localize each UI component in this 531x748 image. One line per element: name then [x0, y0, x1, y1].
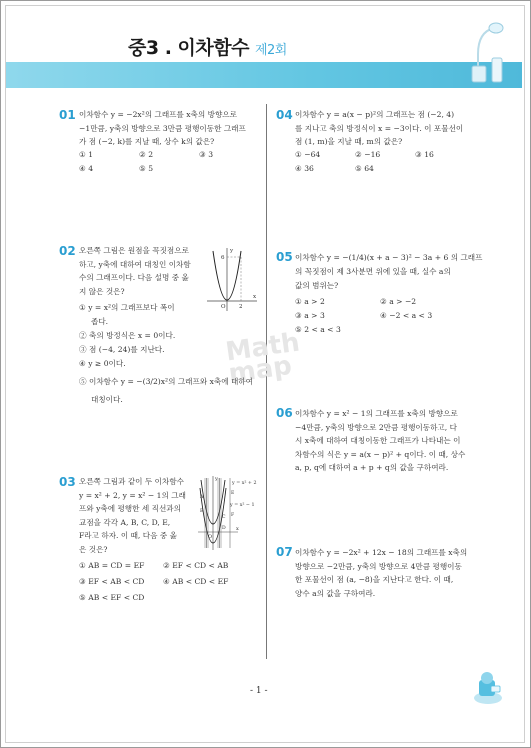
q02-option-5-cont: 대칭이다.	[91, 395, 123, 404]
question-05-line: 값의 범위는?	[295, 281, 339, 290]
watermark: Math map	[223, 327, 302, 390]
q03-parabolas-graph	[196, 474, 262, 554]
q05-option-5[interactable]: ⑤ 2 < a < 3	[295, 325, 341, 334]
q03-graph-y-label: y	[215, 476, 218, 482]
q02-option-1-cont: 좁다.	[91, 317, 109, 326]
q05-option-4[interactable]: ④ −2 < a < 3	[380, 311, 433, 320]
question-04-text	[295, 108, 505, 149]
page-number: - 1 -	[250, 686, 268, 696]
question-03-line: y = x² + 2, y = x² − 1의 그래	[79, 490, 186, 500]
q04-option-3[interactable]: ③ 16	[415, 150, 434, 159]
q03-graph-point-f: F	[231, 513, 235, 518]
question-05-line: 이차함수 y = −(1/4)(x + a − 3)² − 3a + 6 의 그래프	[295, 253, 483, 262]
q03-graph-point-e: E	[231, 491, 235, 496]
q03-option-3[interactable]: ③ EF < AB < CD	[79, 577, 145, 586]
q04-option-1[interactable]: ① −64	[295, 150, 321, 159]
q03-graph-point-a: A	[200, 495, 204, 500]
question-01-line: 가 점 (−2, k)를 지날 때, 상수 k의 값은?	[79, 137, 215, 146]
q05-option-1[interactable]: ① a > 2	[295, 297, 325, 306]
question-04-line: 점 (1, m)을 지날 때, m의 값은?	[295, 137, 403, 146]
q04-option-4[interactable]: ④ 36	[295, 164, 314, 173]
title-text: 중3 . 이차함수	[128, 37, 249, 59]
q04-option-2[interactable]: ② −16	[355, 150, 381, 159]
header-accent-strip	[6, 62, 522, 88]
question-07-line: 이차함수 y = −2x² + 12x − 18의 그래프를 x축의	[295, 548, 468, 557]
question-06-line: −4만큼, y축의 방향으로 2만큼 평행이동하고, 다	[295, 422, 457, 432]
lamp-illustration-icon	[468, 14, 508, 84]
question-02-line: 수의 그래프이다. 다음 설명 중 옳	[79, 273, 189, 282]
q02-parabola-graph	[205, 245, 260, 313]
q04-option-5[interactable]: ⑤ 64	[355, 164, 374, 173]
q01-option-2[interactable]: ② 2	[139, 150, 154, 159]
q02-option-4[interactable]: ④ y ≥ 0이다.	[79, 359, 126, 368]
q01-option-5[interactable]: ⑤ 5	[139, 164, 154, 173]
question-06-text	[295, 407, 505, 475]
question-03-line: 교점을 각각 A, B, C, D, E,	[79, 517, 171, 527]
q03-graph-f2-label: y = x² − 1	[230, 503, 255, 508]
question-03-line: F라고 하자. 이 때, 다음 중 옳	[79, 531, 177, 540]
question-06-line: 차함수의 식은 y = a(x − p)² + q이다. 이 때, 상수	[295, 449, 466, 459]
q02-option-2[interactable]: ② 축의 방정식은 x = 0이다.	[79, 331, 176, 340]
question-number-03: 03	[59, 475, 76, 489]
question-01-text	[79, 108, 264, 149]
title-subtitle: 제2회	[254, 43, 287, 58]
q03-graph-f1-label: y = x² + 2	[232, 481, 257, 486]
q03-option-5[interactable]: ⑤ AB < EF < CD	[79, 593, 145, 602]
question-number-04: 04	[276, 108, 293, 122]
question-03-line: 은 것은?	[79, 544, 108, 554]
question-number-07: 07	[276, 545, 293, 559]
question-04-line: 이차함수 y = a(x − p)²의 그래프는 점 (−2, 4)	[295, 110, 455, 119]
question-number-01: 01	[59, 108, 76, 122]
question-number-05: 05	[276, 250, 293, 264]
q03-graph-origin-label: O	[208, 534, 213, 540]
question-07-text	[295, 546, 505, 600]
question-03-text	[79, 475, 199, 556]
question-03-line: 프와 y축에 평행한 세 직선과의	[79, 504, 181, 513]
question-05-text	[295, 251, 505, 293]
q03-option-1[interactable]: ① AB = CD = EF	[79, 561, 145, 570]
q03-graph-point-c: C	[222, 515, 226, 520]
question-02-text	[79, 244, 204, 298]
q03-option-2[interactable]: ② EF < CD < AB	[163, 561, 229, 570]
question-04-line: 를 지나고 축의 방정식이 x = −3이다. 이 포물선이	[295, 123, 464, 133]
q03-graph-x-label: x	[236, 526, 239, 532]
q03-graph-point-d: D	[222, 526, 226, 531]
q02-graph-tick-6: 6	[221, 255, 225, 261]
q02-option-5[interactable]: ⑤ 이차함수 y = −(3/2)x²의 그래프와 x축에 대하여	[79, 377, 253, 386]
question-06-line: 이차함수 y = x² − 1의 그래프를 x축의 방향으로	[295, 409, 458, 418]
question-07-line: 양수 a의 값을 구하여라.	[295, 588, 376, 598]
q02-graph-x-label: x	[253, 294, 257, 300]
question-01-line: 이차함수 y = −2x²의 그래프를 x축의 방향으로	[79, 110, 237, 119]
q01-option-3[interactable]: ③ 3	[199, 150, 214, 159]
question-number-06: 06	[276, 406, 293, 420]
question-05-line: 의 꼭짓점이 제 3사분면 위에 있을 때, 실수 a의	[295, 267, 451, 276]
question-06-line: 시 x축에 대하여 대칭이동한 그래프가 나타내는 이	[295, 436, 461, 445]
question-number-02: 02	[59, 244, 76, 258]
page-title	[128, 33, 287, 60]
q05-option-3[interactable]: ③ a > 3	[295, 311, 325, 320]
q02-graph-tick-2: 2	[239, 304, 243, 310]
question-07-line: 한 포물선이 점 (a, −8)을 지난다고 한다. 이 때,	[295, 575, 454, 584]
question-02-line: 하고, y축에 대하여 대칭인 이차함	[79, 259, 191, 269]
q02-option-3[interactable]: ③ 점 (−4, 24)를 지난다.	[79, 345, 165, 354]
question-01-line: −1만큼, y축의 방향으로 3만큼 평행이동한 그래프	[79, 123, 246, 133]
q03-option-4[interactable]: ④ AB < CD < EF	[163, 577, 229, 586]
question-02-line: 오른쪽 그림은 원점을 꼭짓점으로	[79, 246, 189, 255]
q01-option-4[interactable]: ④ 4	[79, 164, 94, 173]
question-02-line: 지 않은 것은?	[79, 286, 125, 296]
question-07-line: 방향으로 −2만큼, y축의 방향으로 4만큼 평행이동	[295, 561, 462, 571]
question-06-line: a, p, q에 대하여 a + p + q의 값을 구하여라.	[295, 463, 449, 472]
q02-graph-origin-label: O	[221, 304, 226, 310]
q03-graph-point-b: B	[200, 509, 204, 514]
mascot-illustration-icon	[470, 668, 506, 706]
q05-option-2[interactable]: ② a > −2	[380, 297, 417, 306]
q01-option-1[interactable]: ① 1	[79, 150, 94, 159]
question-03-line: 오른쪽 그림과 같이 두 이차함수	[79, 477, 185, 486]
q02-graph-y-label: y	[230, 248, 234, 254]
q02-option-1[interactable]: ① y = x²의 그래프보다 폭이	[79, 303, 175, 312]
